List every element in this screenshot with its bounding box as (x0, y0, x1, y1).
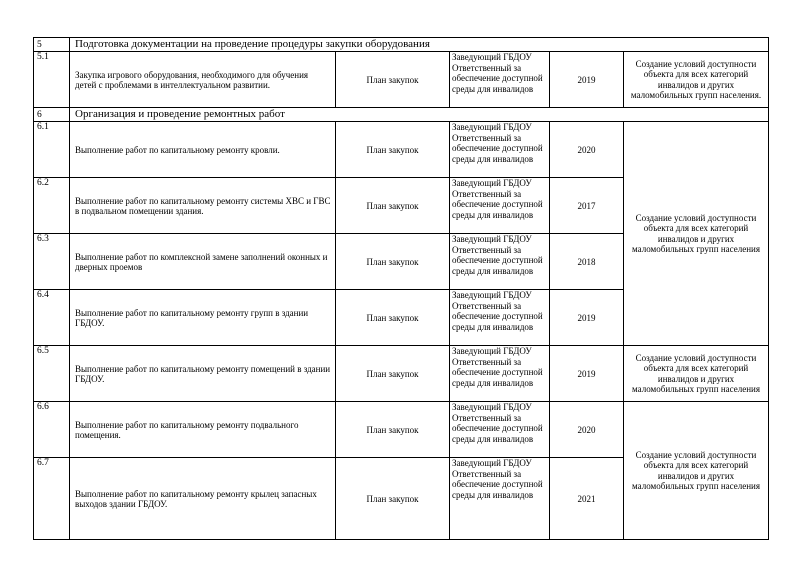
table-row (34, 346, 769, 402)
responsible-person: Заведующий ГБДОУ Ответственный за обеспечение доступной среды для инвалидов (450, 402, 550, 458)
completion-year: 2020 (550, 122, 624, 178)
row-number: 6.1 (34, 122, 70, 178)
expected-result: Создание условий доступности объекта для всех категорий инвалидов и других маломобильных групп населения (624, 346, 769, 402)
expected-result: Создание условий доступности объекта для всех категорий инвалидов и других маломобильных групп населения (624, 402, 769, 540)
responsible-person: Заведующий ГБДОУ Ответственный за обеспечение доступной среды для инвалидов (450, 458, 550, 540)
row-number: 5.1 (34, 52, 70, 108)
table-row (34, 52, 769, 108)
funding-source: План закупок (336, 234, 450, 290)
work-description: Закупка игрового оборудования, необходимого для обучения детей с проблемами в интеллектуальном развитии. (70, 52, 336, 108)
work-description: Выполнение работ по капитальному ремонту крылец запасных выходов здании ГБДОУ. (70, 458, 336, 540)
action-plan-table (33, 37, 769, 540)
expected-result: Создание условий доступности объекта для всех категорий инвалидов и других маломобильных групп населения. (624, 52, 769, 108)
funding-source: План закупок (336, 178, 450, 234)
funding-source: План закупок (336, 402, 450, 458)
responsible-person: Заведующий ГБДОУ Ответственный за обеспечение доступной среды для инвалидов (450, 122, 550, 178)
funding-source: План закупок (336, 458, 450, 540)
funding-source: План закупок (336, 122, 450, 178)
section-title: Подготовка документации на проведение процедуры закупки оборудования (70, 38, 769, 52)
work-description: Выполнение работ по капитальному ремонту подвального помещения. (70, 402, 336, 458)
responsible-person: Заведующий ГБДОУ Ответственный за обеспечение доступной среды для инвалидов (450, 52, 550, 108)
row-number: 6.5 (34, 346, 70, 402)
row-number: 6.6 (34, 402, 70, 458)
completion-year: 2019 (550, 290, 624, 346)
completion-year: 2017 (550, 178, 624, 234)
section-title: Организация и проведение ремонтных работ (70, 108, 769, 122)
section-number: 6 (34, 108, 70, 122)
completion-year: 2018 (550, 234, 624, 290)
section-number: 5 (34, 38, 70, 52)
row-number: 6.7 (34, 458, 70, 540)
funding-source: План закупок (336, 52, 450, 108)
responsible-person: Заведующий ГБДОУ Ответственный за обеспечение доступной среды для инвалидов (450, 346, 550, 402)
work-description: Выполнение работ по капитальному ремонту системы ХВС и ГВС в подвальном помещении здания. (70, 178, 336, 234)
section-row (34, 38, 769, 52)
completion-year: 2020 (550, 402, 624, 458)
work-description: Выполнение работ по капитальному ремонту кровли. (70, 122, 336, 178)
completion-year: 2021 (550, 458, 624, 540)
row-number: 6.3 (34, 234, 70, 290)
responsible-person: Заведующий ГБДОУ Ответственный за обеспечение доступной среды для инвалидов (450, 290, 550, 346)
table-row (34, 122, 769, 178)
completion-year: 2019 (550, 52, 624, 108)
work-description: Выполнение работ по комплексной замене заполнений оконных и дверных проемов (70, 234, 336, 290)
section-row (34, 108, 769, 122)
row-number: 6.2 (34, 178, 70, 234)
work-description: Выполнение работ по капитальному ремонту помещений в здании ГБДОУ. (70, 346, 336, 402)
funding-source: План закупок (336, 346, 450, 402)
completion-year: 2019 (550, 346, 624, 402)
table-row (34, 402, 769, 458)
row-number: 6.4 (34, 290, 70, 346)
funding-source: План закупок (336, 290, 450, 346)
responsible-person: Заведующий ГБДОУ Ответственный за обеспечение доступной среды для инвалидов (450, 178, 550, 234)
responsible-person: Заведующий ГБДОУ Ответственный за обеспечение доступной среды для инвалидов (450, 234, 550, 290)
expected-result: Создание условий доступности объекта для всех категорий инвалидов и других маломобильных групп населения (624, 122, 769, 346)
work-description: Выполнение работ по капитальному ремонту групп в здании ГБДОУ. (70, 290, 336, 346)
